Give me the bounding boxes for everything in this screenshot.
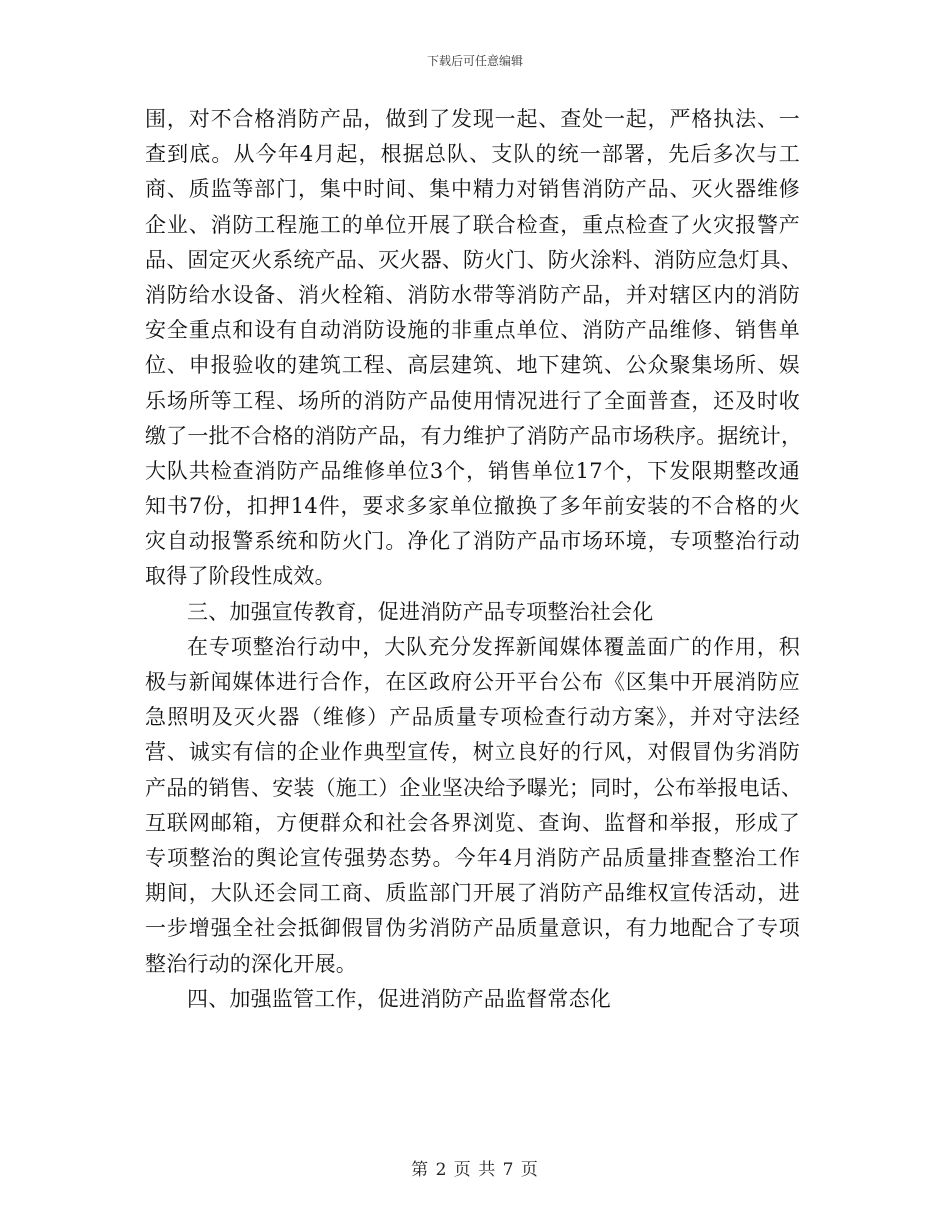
section-heading: 四、加强监管工作，促进消防产品监督常态化 xyxy=(187,986,611,1011)
text-line: 查到底。从今年4月起，根据总队、支队的统一部署，先后多次与工 xyxy=(145,142,800,167)
document-body xyxy=(145,102,803,1017)
text-line: 乐场所等工程、场所的消防产品使用情况进行了全面普查，还及时收 xyxy=(145,388,800,413)
text-line: 专项整治的舆论宣传强势态势。今年4月消防产品质量排查整治工作 xyxy=(145,845,800,870)
text-line: 缴了一批不合格的消防产品，有力维护了消防产品市场秩序。据统计， xyxy=(145,423,803,448)
text-line: 商、质监等部门，集中时间、集中精力对销售消防产品、灭火器维修 xyxy=(145,177,800,202)
text-line: 大队共检查消防产品维修单位3个，销售单位17个，下发限期整改通 xyxy=(145,458,800,483)
text-line: 消防给水设备、消火栓箱、消防水带等消防产品，并对辖区内的消防 xyxy=(145,282,800,307)
text-line: 产品的销售、安装（施工）企业坚决给予曝光；同时，公布举报电话、 xyxy=(145,775,803,800)
text-line: 企业、消防工程施工的单位开展了联合检查，重点检查了火灾报警产 xyxy=(145,212,800,237)
text-line: 整治行动的深化开展。 xyxy=(145,951,357,976)
text-line: 期间，大队还会同工商、质监部门开展了消防产品维权宣传活动，进 xyxy=(145,881,800,906)
text-line: 位、申报验收的建筑工程、高层建筑、地下建筑、公众聚集场所、娱 xyxy=(145,353,800,378)
text-line: 营、诚实有信的企业作典型宣传，树立良好的行风，对假冒伪劣消防 xyxy=(145,740,800,765)
text-line: 一步增强全社会抵御假冒伪劣消防产品质量意识，有力地配合了专项 xyxy=(145,916,800,941)
text-line: 品、固定灭火系统产品、灭火器、防火门、防火涂料、消防应急灯具、 xyxy=(145,247,803,272)
section-heading: 三、加强宣传教育，促进消防产品专项整治社会化 xyxy=(187,599,654,624)
text-line: 围，对不合格消防产品，做到了发现一起、查处一起，严格执法、一 xyxy=(145,107,800,131)
page-footer: 第 2 页 共 7 页 xyxy=(411,1160,539,1180)
text-line: 知书7份，扣押14件，要求多家单位撤换了多年前安装的不合格的火 xyxy=(145,494,800,519)
text-line: 极与新闻媒体进行合作，在区政府公开平台公布《区集中开展消防应 xyxy=(145,670,800,694)
page-header: 下载后可任意编辑 xyxy=(426,54,523,68)
text-line: 急照明及灭火器（维修）产品质量专项检查行动方案》，并对守法经 xyxy=(145,705,800,730)
text-line: 安全重点和设有自动消防设施的非重点单位、消防产品维修、销售单 xyxy=(145,318,800,343)
text-line: 在专项整治行动中，大队充分发挥新闻媒体覆盖面广的作用，积 xyxy=(187,634,800,659)
text-line: 灾自动报警系统和防火门。净化了消防产品市场环境，专项整治行动 xyxy=(145,529,800,554)
text-line: 互联网邮箱，方便群众和社会各界浏览、查询、监督和举报，形成了 xyxy=(145,810,800,835)
text-line: 取得了阶段性成效。 xyxy=(145,564,336,589)
